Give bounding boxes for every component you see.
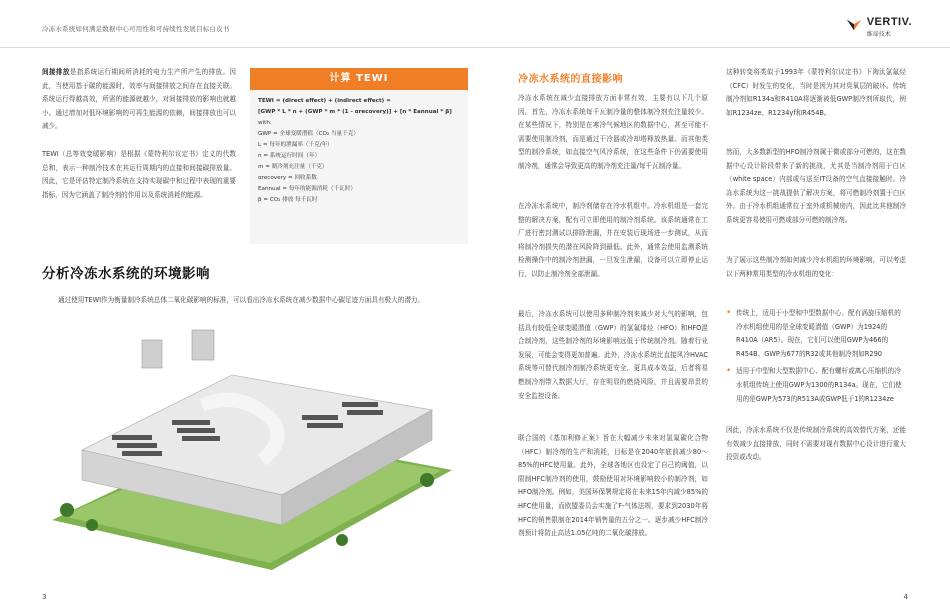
refrigerant-transition-paragraph: 这种转变将类似于1993年《蒙特利尔议定书》下淘汰氯氟烃（CFC）时发生的变化，当时是因为其对臭氧层的破坏。传统制冷剂如R134a和R410A将逐渐被低GWP制冷剂所取代，例如R1234ze、R1234yf和R454B。 [726, 68, 906, 117]
indirect-emission-text: 是指系统运行期间所消耗的电力生产所产生的排放。因此，当使用基于碳的能源时，效率与间接排放之间存在直接关联。系统运行得越高效，所需的能源就越少，对间接排放的影响也就越小。通过增加对低环境影响的可再生能源的依赖，间接排放也可以减少。 [42, 68, 237, 131]
tewi-var-l: L = 每年的泄漏率（千克/年） [258, 142, 333, 148]
page-number-left: 3 [42, 593, 47, 601]
tewi-var-eannual: Eannual = 每年的能源消耗（千瓦时） [258, 186, 356, 192]
tewi-var-gwp: GWP = 全球变暖潜值（CO₂ 当量千克） [258, 131, 359, 137]
bullet-dot-icon: • [726, 366, 732, 377]
tewi-calculation-box [250, 68, 468, 244]
tewi-formula-line-1: TEWI = (direct effect) + (indirect effect) = [258, 98, 391, 104]
data-center-building-illustration [42, 320, 462, 580]
direct-impact-paragraph-1: 冷冻水系统在减少直接排放方面非常有效，主要有以下几个原因。首先，冷冻水系统每千瓦制冷量的整体制冷剂充注量较少。在某些情况下，特别是在寒冷气候地区的数据中心，甚至可能不需要使用制冷剂，而是通过干冷器或冷却塔释放热量。而其他类型的制冷系统，如直接空气风冷系统，在这些条件下仍需要使用制冷剂，通常会导致更高的制冷剂充注量/每千瓦制冷量。 [518, 94, 708, 170]
chiller-bullet-list [726, 307, 906, 410]
vertiv-mark-icon [845, 16, 863, 34]
analysis-intro-paragraph: 通过使用TEWI作为衡量制冷系统总体二氧化碳影响的标准，可以看出冷冻水系统在减少数据中心碳足迹方面具有极大的潜力。 [58, 296, 425, 304]
kigali-amendment-paragraph: 联合国的《基加利修正案》旨在大幅减少未来对氢氟碳化合物（HFC）制冷剂的生产和消耗，目标是在2040年底前减少80～85%的HFC使用量。此外，全球各地区也设定了自己的阈值，以限制HFC制冷剂的使用，鼓励使用对环境影响较小的制冷剂，如HFO制冷剂。例如，美国环保署规定将在未来15年内减少85%的HFC使用量，而欧盟委员会实施了F-气体法规，要求到2030年将HFC的销售限制在2014年销售量的五分之一。逐步减少HFC制冷剂预计将防止高达1.05亿吨的二氧化碳排放。 [518, 434, 708, 538]
conclusion-paragraph: 因此，冷冻水系统不仅是传统制冷系统的高效替代方案，还能有效减少直接排放，同时不需要对现有数据中心设计进行重大投资或改动。 [726, 426, 906, 462]
tewi-box-title: 计算 TEWI [250, 68, 468, 90]
tewi-var-beta: β = CO₂ 排放 每千瓦时 [258, 197, 318, 203]
logo-subtitle: 维谛技术 [866, 31, 891, 38]
tewi-definition-paragraph: TEWI（总等效变暖影响）是根据《蒙特利尔议定书》定义的代数总和，表示一种制冷技术在其运行周期内的直接和间接碳排放量。因此，它是评估特定制冷系统在支持实现碳中和过程中表现的重要指标，因为它涵盖了制冷剂的作用以及系统消耗的能源。 [42, 150, 236, 199]
section-heading-analysis: 分析冷冻水系统的环境影响 [42, 266, 210, 282]
indirect-emission-term: 间接排放 [42, 68, 70, 76]
section-heading-direct-impact: 冷冻水系统的直接影响 [518, 74, 623, 85]
bullet-dot-icon: • [726, 308, 732, 318]
bullet-text-scroll-chiller: 传统上，适用于小型和中型数据中心、配有涡旋压缩机的冷水机组使用的是全球变暖潜值（GWP）为1924的R410A（AR5）。现在，它们可以使用GWP为466的R454B、GWP为677的R32或其他制冷剂如R290 [736, 309, 901, 358]
tewi-with-label: with: [258, 120, 272, 126]
logo-name: VERTIV. [866, 16, 912, 28]
chiller-types-intro-paragraph: 为了展示这些制冷剂如何减少冷水机组的环境影响，可以考虑以下两种常用类型的冷水机组的变化： [726, 256, 906, 278]
list-item [726, 365, 906, 406]
tewi-var-m: m = 制冷剂充注量（千克） [258, 164, 328, 170]
indirect-emission-paragraph [42, 66, 236, 134]
tewi-var-n: n = 系统运行时间（年） [258, 153, 321, 159]
tewi-formula-line-2: [GWP * L * n + (GWP * m * (1 - αrecovery)] + [n * Eannual * β] [258, 109, 452, 115]
tewi-var-alpha: αrecovery = 回收系数 [258, 175, 317, 181]
page-number-right: 4 [903, 593, 908, 601]
bullet-text-screw-chiller: 适用于中型和大型数据中心、配有螺杆或离心压缩机的冷水机组传统上使用GWP为1300的R134a。现在，它们使用的是GWP为573的R513A或GWP低于1的R1234ze [736, 367, 902, 403]
flammable-refrigerant-paragraph: 然而，大多数新型的HFO制冷剂属于微或部分可燃的，这在数据中心设计阶段带来了新的挑战，尤其是当制冷剂用于白区（white space）内部或与送至IT设备的空气直接接触时。冷冻水系统为这一挑战提供了解决方案，将可燃制冷剂置于白区外。由于冷水机组通常位于室外或机械房内，因此比其他制冷系统更容易使用可燃或部分可燃的制冷剂。 [726, 148, 906, 224]
direct-impact-paragraph-3: 最后，冷冻水系统可以使用多种制冷剂来减少对大气的影响，包括具有较低全球变暖潜值（GWP）的氢氟烯烃（HFO）和HFO混合制冷剂，这些制冷剂的环境影响远低于传统制冷剂。随着行业发展，可能会变得更加普遍。此外，冷冻水系统比直接风冷HVAC系统等可替代制冷剂制冷系统更安全，更具成本效益，后者将易燃制冷剂带入数据大厅，存在明显的燃烧风险，并且需要昂贵的安全监控设备。 [518, 310, 708, 400]
list-item [726, 307, 906, 361]
vertiv-logo [845, 16, 912, 38]
direct-impact-paragraph-2: 在冷冻水系统中，制冷剂储存在冷水机组中。冷水机组是一套完整的解决方案，配有可立即使用的制冷剂系统。该系统通常在工厂进行密封测试以排除泄漏，并在安装后现场进一步测试，从而将制冷剂损失的潜在风险降到最低。此外，通常会使用监测系统检测操作中的制冷剂泄漏，一旦发生泄漏，设备可以立即停止运行，以防止制冷剂全部泄漏。 [518, 202, 708, 278]
document-title: 冷冻水系统如何满足数据中心可用性和可持续性发展目标白皮书 [42, 25, 230, 33]
